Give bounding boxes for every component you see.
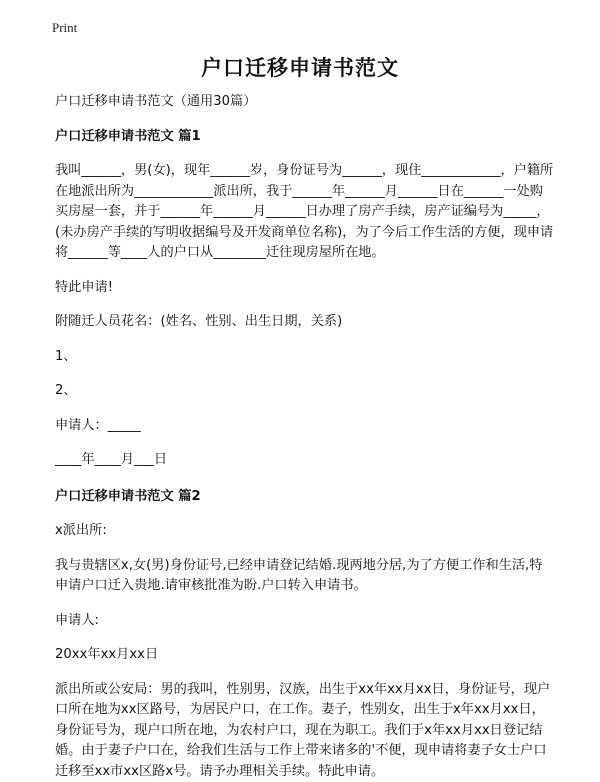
section-heading-1: 户口迁移申请书范文 篇1 <box>55 127 555 148</box>
section-2-addressee: x派出所: <box>55 521 555 542</box>
section-2-paragraph-2: 派出所或公安局：男的我叫，性别男，汉族，出生于xx年xx月xx日，身份证号，现户口所在地为xx区路号，为居民户口，在工作。妻子，性别女，出生于x年xx月xx日，身份证号为，现户口所在地，为农村户口，现在为职工。我们于x年xx月xx日登记结婚。由于妻子户口在，给我们生活与工作上带来诸多的'不便，现申请将妻子女士户口迁移至xx市xx区路x号。请予办理相关手续。特此申请。 <box>55 680 555 782</box>
section-1-list-item-2: 2、 <box>55 381 555 402</box>
section-1-paragraph-1: 我叫______，男(女)，现年______岁，身份证号为______，现住____________，户籍所在地派出所为____________派出所，我于______年______月______日在______一处购买房屋一套，并于______年______月______日办理了房产手续，房产证编号为_____，(未办房产手续的写明收据编号及开发商单位名称)，为了今后工作生活的方便，现申请将______等____人的户口从________迁往现房屋所在地。 <box>55 161 555 264</box>
section-2-applicant: 申请人: <box>55 611 555 632</box>
section-1-paragraph-3: 附随迁人员花名：(姓名、性别、出生日期，关系) <box>55 312 555 333</box>
document-subtitle: 户口迁移申请书范文（通用30篇） <box>55 92 555 113</box>
section-2-date: 20xx年xx月xx日 <box>55 645 555 666</box>
section-1-date: ____年____月___日 <box>55 450 555 471</box>
section-1-applicant: 申请人：_____ <box>55 416 555 437</box>
section-1-list-item-1: 1、 <box>55 347 555 368</box>
print-label: Print <box>52 20 77 36</box>
document-title: 户口迁移申请书范文 <box>0 52 600 82</box>
document-body <box>55 92 555 782</box>
section-1-paragraph-2: 特此申请! <box>55 278 555 299</box>
section-2-paragraph-1: 我与贵辖区x,女(男)身份证号,已经申请登记结婚.现两地分居,为了方便工作和生活,特申请户口迁入贵地.请审核批准为盼.户口转入申请书。 <box>55 556 555 597</box>
section-heading-2: 户口迁移申请书范文 篇2 <box>55 487 555 508</box>
